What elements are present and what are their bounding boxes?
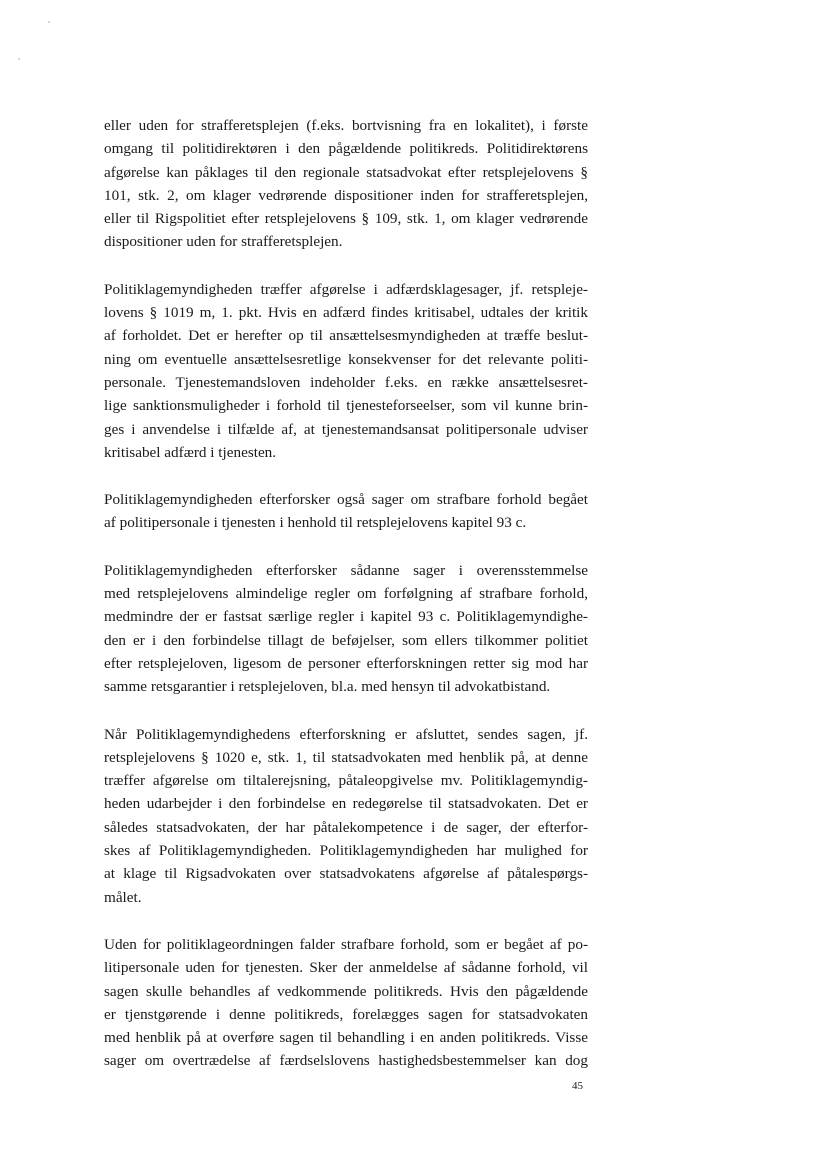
text-line: at klage til Rigsadvokaten over statsadvokatens afgørelse af påtalespørgs- xyxy=(104,865,588,883)
text-line: kritisabel adfærd i tjenesten. xyxy=(104,443,277,461)
text-line: eller uden for strafferetsplejen (f.eks. bortvisning fra en lokalitet), i første xyxy=(104,117,588,134)
paragraph xyxy=(104,723,588,909)
text-line: heden udarbejder i den forbindelse en redegørelse til statsadvokaten. Det er xyxy=(104,795,588,813)
text-line: med retsplejelovens almindelige regler om forfølgning af strafbare forhold, xyxy=(104,585,588,603)
text-line: skes af Politiklagemyndigheden. Politiklagemyndigheden har mulighed for xyxy=(104,842,588,860)
text-line: målet. xyxy=(104,888,142,906)
text-line: Politiklagemyndigheden efterforsker også sager om strafbare forhold begået xyxy=(104,491,588,509)
text-line: Politiklagemyndigheden efterforsker sådanne sager i overensstemmelse xyxy=(104,561,588,579)
text-line: Uden for politiklageordningen falder strafbare forhold, som er begået af po- xyxy=(104,935,588,953)
scan-speck xyxy=(48,21,50,23)
text-line: af forholdet. Det er herefter op til ansættelsesmyndigheden at træffe beslut- xyxy=(104,327,588,345)
text-line: dispositioner uden for strafferetsplejen. xyxy=(104,233,343,251)
text-line: Når Politiklagemyndighedens efterforskning er afsluttet, sendes sagen, jf. xyxy=(104,725,588,743)
text-line: er tjenstgørende i denne politikreds, forelægges sagen for statsadvokaten xyxy=(104,1005,588,1023)
body-text xyxy=(104,114,588,1097)
text-line: lige sanktionsmuligheder i forhold til tjenesteforseelser, som vil kunne brin- xyxy=(104,397,588,415)
paragraph xyxy=(104,559,588,699)
text-line: træffer afgørelse om tiltalerejsning, påtaleopgivelse mv. Politiklagemyndig- xyxy=(104,772,588,790)
paragraph xyxy=(104,488,588,535)
scan-speck xyxy=(18,58,20,60)
text-line: ning om eventuelle ansættelsesretlige konsekvenser for det relevante politi- xyxy=(104,350,588,368)
text-line: således statsadvokaten, der har påtalekompetence i de sager, der efterfor- xyxy=(104,818,588,836)
text-line: eller til Rigspolitiet efter retsplejelovens § 109, stk. 1, om klager vedrørende xyxy=(104,210,588,228)
text-line: afgørelse kan påklages til den regionale statsadvokat efter retsplejelovens § xyxy=(104,163,588,181)
text-line: den er i den forbindelse tillagt de beføjelser, som ellers tilkommer politiet xyxy=(104,631,588,649)
text-line: sagen skulle behandles af vedkommende politikreds. Hvis den pågældende xyxy=(104,982,588,1000)
page-number: 45 xyxy=(572,1080,583,1092)
text-line: sager om overtrædelse af færdselslovens hastighedsbestemmelser kan dog xyxy=(104,1052,588,1070)
text-line: omgang til politidirektøren i den pågældende politikreds. Politidirektørens xyxy=(104,140,588,158)
text-line: samme retsgarantier i retsplejeloven, bl.a. med hensyn til advokatbistand. xyxy=(104,678,551,696)
text-line: litipersonale uden for tjenesten. Sker der anmeldelse af sådanne forhold, vil xyxy=(104,959,588,977)
text-line: personale. Tjenestemandsloven indeholder f.eks. en række ansættelsesret- xyxy=(104,373,588,391)
text-line: med henblik på at overføre sagen til behandling i en anden politikreds. Visse xyxy=(104,1029,588,1047)
text-line: Politiklagemyndigheden træffer afgørelse i adfærdsklagesager, jf. retspleje- xyxy=(104,280,588,298)
text-line: efter retsplejeloven, ligesom de personer efterforskningen retter sig mod har xyxy=(104,654,588,672)
text-line: lovens § 1019 m, 1. pkt. Hvis en adfærd findes kritisabel, udtales der kritik xyxy=(104,304,588,322)
text-line: 101, stk. 2, om klager vedrørende dispositioner inden for strafferetsplejen, xyxy=(104,186,588,204)
text-line: medmindre der er fastsat særlige regler i kapitel 93 c. Politiklagemyndighe- xyxy=(104,608,588,626)
text-line: retsplejelovens § 1020 e, stk. 1, til statsadvokaten med henblik på, at denne xyxy=(104,748,588,766)
paragraph xyxy=(104,933,588,1073)
paragraph xyxy=(104,278,588,464)
text-line: af politipersonale i tjenesten i henhold til retsplejelovens kapitel 93 c. xyxy=(104,514,527,532)
paragraph xyxy=(104,114,588,254)
text-line: ges i anvendelse i tilfælde af, at tjenestemandsansat politipersonale udviser xyxy=(104,420,588,438)
